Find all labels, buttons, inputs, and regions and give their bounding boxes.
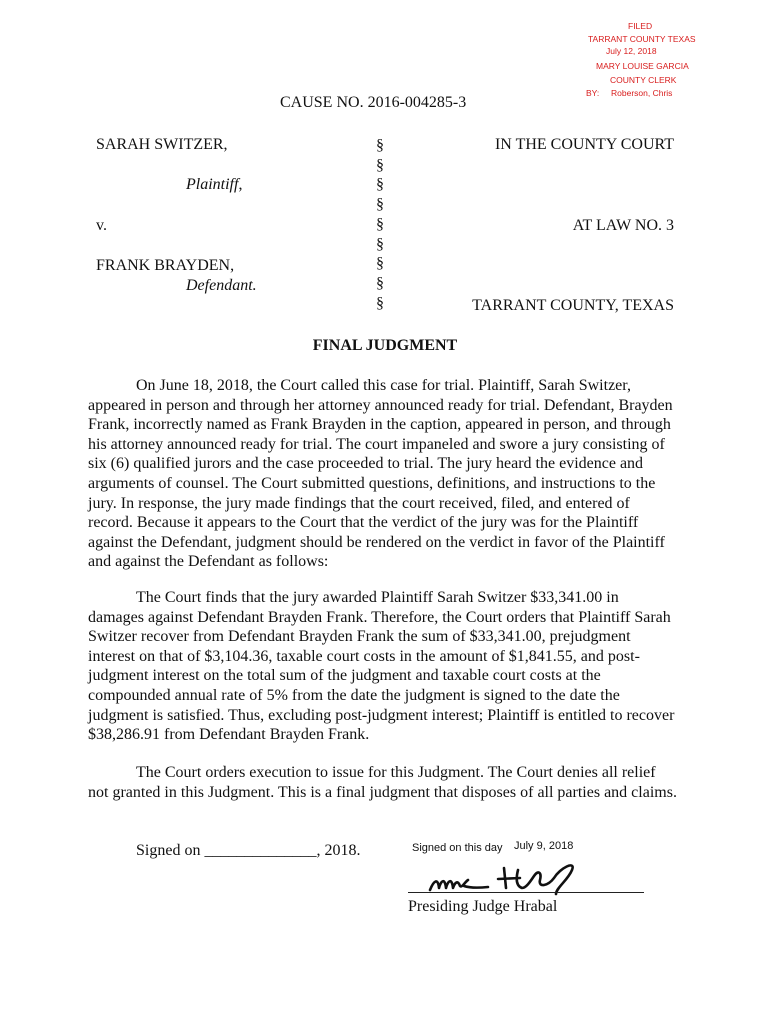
court-line-3: TARRANT COUNTY, TEXAS	[472, 297, 674, 314]
signed-date: July 9, 2018	[514, 840, 574, 852]
plaintiff-name: SARAH SWITZER,	[96, 136, 228, 153]
section-symbol: §	[376, 235, 384, 253]
document-title: FINAL JUDGMENT	[312, 337, 458, 354]
plaintiff-role: Plaintiff	[186, 176, 239, 193]
court-line-1: IN THE COUNTY COURT	[494, 136, 674, 153]
section-symbol: §	[376, 215, 384, 233]
defendant-name: FRANK BRAYDEN,	[96, 257, 235, 274]
body-paragraph-3	[88, 763, 678, 802]
versus: v.	[96, 217, 107, 234]
defendant-role: Defendant.	[186, 277, 257, 294]
section-symbol: §	[376, 137, 384, 154]
section-symbol: §	[376, 196, 384, 214]
stamp-clerk-title: COUNTY CLERK	[610, 75, 677, 85]
section-symbol: §	[376, 294, 384, 312]
stamp-filed: FILED	[628, 21, 653, 31]
signature-line	[408, 892, 644, 893]
plaintiff-role-suffix: ,	[238, 176, 243, 193]
paragraph-text: The Court orders execution to issue for this Judgment. The Court denies all relief not granted in this Judgment. This is a final judgment that disposes of all parties and claims.	[88, 764, 677, 801]
stamp-by-label: BY:	[586, 88, 600, 98]
stamp-by-name: Roberson, Chris	[611, 88, 673, 98]
paragraph-text: On June 18, 2018, the Court called this case for trial. Plaintiff, Sarah Switzer, appeared in person and through her attorney announced ready for trial. Defendant, Brayden Frank, incorrectly named as Frank Brayden in the caption, appeared in person, and through his attorney announced ready for trial. The court impaneled and swore a jury consisting of six (6) qualified jurors and the case proceeded to trial. The jury heard the evidence and arguments of counsel. The Court submitted questions, definitions, and instructions to the jury. In response, the jury made findings that the court received, filed, and entered of record. Because it appears to the Court that the verdict of the jury was for the Plaintiff against the Defendant, judgment should be rendered on the verdict in favor of the Plaintiff and against the Defendant as follows:	[88, 377, 673, 571]
cause-number: CAUSE NO. 2016-004285-3	[280, 94, 467, 111]
court-line-2: AT LAW NO. 3	[572, 217, 674, 234]
section-symbol: §	[376, 274, 384, 292]
stamp-date: July 12, 2018	[606, 46, 657, 56]
signed-on-day-label: Signed on this day	[412, 842, 503, 854]
stamp-county: TARRANT COUNTY TEXAS	[588, 34, 696, 44]
plaintiff-role-line	[186, 176, 242, 194]
presiding-judge: Presiding Judge Hrabal	[408, 898, 558, 915]
stamp-clerk-name: MARY LOUISE GARCIA	[596, 61, 689, 71]
paragraph-text: The Court finds that the jury awarded Plaintiff Sarah Switzer $33,341.00 in damages against Defendant Brayden Frank. Therefore, the Court orders that Plaintiff Sarah Switzer recover from Defendant Brayden Frank the sum of $33,341.00, prejudgment interest on that of $3,104.36, taxable court costs in the amount of $1,841.55, and post-judgment interest on the total sum of the judgment and taxable court costs at the compounded annual rate of 5% from the date the judgment is signed to the date the judgment is satisfied. Thus, excluding post-judgment interest; Plaintiff is entitled to recover $38,286.91 from Defendant Brayden Frank.	[88, 589, 675, 744]
section-symbol: §	[376, 255, 384, 273]
body-paragraph-1	[88, 376, 678, 572]
body-paragraph-2	[88, 588, 678, 745]
section-symbol: §	[376, 156, 384, 174]
signed-on-line: Signed on ______________, 2018.	[136, 842, 361, 859]
section-symbol: §	[376, 176, 384, 194]
section-symbols	[376, 136, 384, 313]
